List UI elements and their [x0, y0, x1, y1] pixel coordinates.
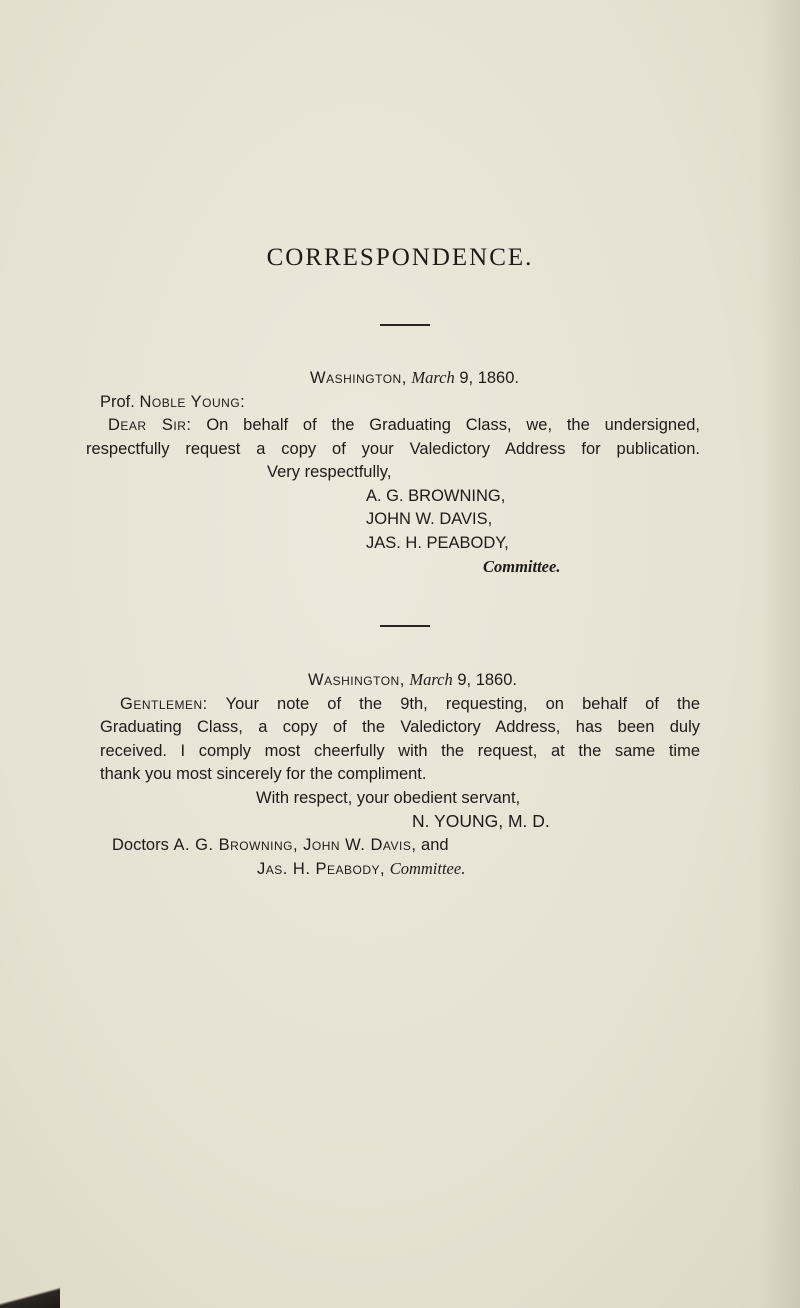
- letter2-recipients: [112, 834, 700, 858]
- letter1-dateline: [110, 366, 700, 391]
- letter-committee-request: [86, 366, 701, 579]
- letter1-date-rest: 9, 1860.: [459, 369, 519, 387]
- addressee-name: Noble Young:: [139, 392, 246, 411]
- letter1-body-line: respectfully request a copy of your Valedictory Address for publication.: [86, 439, 700, 458]
- letter2-date-month: March: [409, 670, 453, 689]
- letter2-body-line: Graduating Class, a copy of the Valedictory Address, has been duly: [100, 718, 700, 736]
- signatory: JAS. H. PEABODY,: [366, 533, 509, 552]
- page-edge-shadow: [760, 0, 800, 1308]
- recipients-names: A. G. Browning, John W. Davis,: [173, 835, 417, 854]
- letter1-date-month: March: [411, 368, 455, 387]
- letter-reply: [100, 668, 700, 882]
- letter2-closing: With respect, your obedient servant,: [256, 788, 521, 807]
- page-heading: CORRESPONDENCE.: [266, 244, 534, 271]
- letter1-closing: Very respectfully,: [267, 463, 392, 481]
- letter2-place: Washington,: [308, 671, 405, 689]
- letter1-addressee: [100, 391, 700, 415]
- committee-label: Committee.: [483, 557, 561, 576]
- letter2-body-line: thank you most sincerely for the compliment.: [100, 765, 427, 783]
- letter2-salutation: Gentlemen:: [120, 694, 208, 713]
- letter2-body-line: received. I comply most cheerfully with the request, at the same time: [100, 741, 700, 760]
- letter1-place: Washington,: [310, 369, 407, 387]
- recipients-last: Jas. H. Peabody,: [257, 860, 386, 878]
- recipients-prefix: Doctors: [112, 835, 169, 854]
- letter2-body-line: [120, 693, 700, 717]
- letter2-recipients-last: [110, 857, 700, 882]
- letter2-body-text: Your note of the 9th, requesting, on behalf of the: [225, 694, 700, 713]
- recipients-and: and: [421, 835, 449, 854]
- letter1-body-line: [108, 414, 700, 438]
- page-corner-scrap: [0, 1286, 60, 1308]
- letter1-body-text: On behalf of the Graduating Class, we, the undersigned,: [206, 416, 701, 434]
- letter2-date-rest: 9, 1860.: [457, 671, 517, 689]
- letter2-dateline: [110, 668, 700, 693]
- committee-label: Committee.: [389, 859, 466, 878]
- letter1-salutation: Dear Sir:: [108, 416, 192, 434]
- divider-rule: [380, 324, 430, 326]
- divider-rule: [380, 625, 430, 627]
- letter2-signature: N. YOUNG, M. D.: [412, 811, 550, 831]
- signatory: A. G. BROWNING,: [366, 486, 506, 505]
- addressee-prefix: Prof.: [100, 392, 135, 411]
- signatory: JOHN W. DAVIS,: [366, 510, 493, 528]
